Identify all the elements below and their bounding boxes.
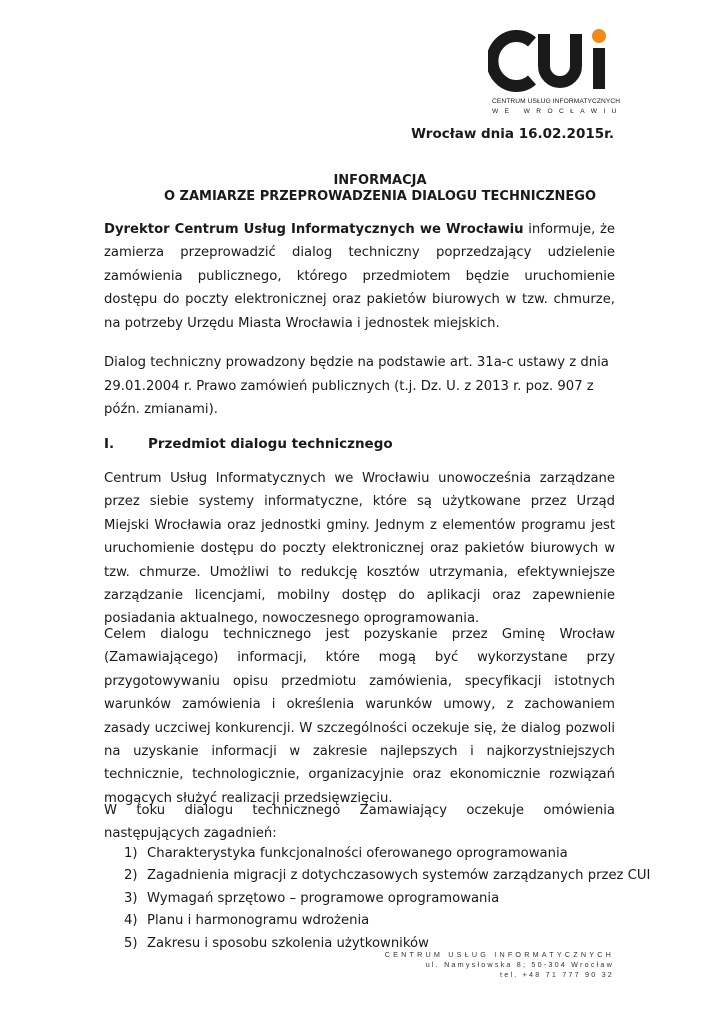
document-date: Wrocław dnia 16.02.2015r. [411,126,614,142]
cui-logo-mark [488,26,614,96]
section-heading [104,436,393,452]
section-paragraph-2: Celem dialogu technicznego jest pozyskanie przez Gminę Wrocław (Zamawiającego) informacji, które mogą być wykorzystane przy przygotowywaniu opisu przedmiotu zamówienia, specyfikacji istotnych warunków zamówienia i określenia warunków umowy, z zachowaniem zasady uczciwej konkurencji. W szczególności oczekuje się, że dialog pozwoli na uzyskanie informacji w zakresie najlepszych i najkorzystniejszych technicznie, technologicznie, organizacyjnie oraz ekonomicznie rozwiązań mogących służyć realizacji przedsięwzięciu. [104,627,615,806]
section-number: I. [104,436,115,452]
list-item-number: 3) [124,890,138,906]
intro-paragraph [104,218,615,335]
footer-phone: tel. +48 71 777 90 32 [500,969,614,979]
list-item-text: Charakterystyka funkcjonalności oferowanego oprogramowania [147,846,568,861]
footer-org: CENTRUM USŁUG INFORMATYCZNYCH [384,950,614,959]
intro-text: informuje, że zamierza przeprowadzić dialog techniczny poprzedzający udzielenie zamówienia publicznego, którego przedmiotem będzie uruchomienie dostępu do poczty elektronicznej oraz pakietów biurowych w tzw. chmurze, na potrzeby Urzędu Miasta Wrocławia i jednostek miejskich. [104,222,615,331]
section-paragraph-3: W toku dialogu technicznego Zamawiający oczekuje omówienia następujących zagadnień: [104,803,615,842]
footer-street: ul. Namysłowska 8; 50-304 Wrocław [425,959,614,969]
list-item-number: 1) [124,846,138,861]
list-item [124,888,650,910]
intro-bold: Dyrektor Centrum Usług Informatycznych we Wrocławiu [104,222,524,237]
list-item [124,843,650,865]
footer-address [385,950,614,979]
section-paragraph-1: Centrum Usług Informatycznych we Wrocławiu unowocześnia zarządzane przez siebie systemy informatyczne, które są użytkowane przez Urząd Miejski Wrocławia oraz jednostki gminy. Jednym z elementów programu jest uruchomienie dostępu do poczty elektronicznej oraz pakietów biurowych w tzw. chmurze. Umożliwi to redukcję kosztów utrzymania, efektywniejsze zarządzanie licencjami, mobilny dostęp do aplikacji oraz zapewnienie posiadania aktualnego, nowoczesnego oprogramowania. [104,471,615,627]
list-item-number: 5) [124,935,138,951]
list-item-number: 2) [124,868,138,884]
list-item-number: 4) [124,913,138,929]
list-item-text: Zagadnienia migracji z dotychczasowych systemów zarządzanych przez CUI [147,868,651,884]
section-title: Przedmiot dialogu technicznego [148,436,393,452]
cui-logo [488,26,623,122]
list-item [124,865,650,887]
topics-list [124,843,650,955]
list-item-text: Zakresu i sposobu szkolenia użytkowników [147,935,429,951]
logo-line1: CENTRUM USŁUG INFORMATYCZNYCH [492,98,621,105]
list-item [124,910,650,932]
document-title: INFORMACJA [333,173,427,188]
legal-basis-paragraph: Dialog techniczny prowadzony będzie na podstawie art. 31a-c ustawy z dnia 29.01.2004 r. Prawo zamówień publicznych (t.j. Dz. U. z 2013 r. poz. 907 z późn. zmianami). [104,355,609,418]
list-item-text: Planu i harmonogramu wdrożenia [147,913,370,929]
logo-line2: WE WROCŁAWIU [492,108,623,115]
list-item-text: Wymagań sprzętowo – programowe oprogramowania [147,890,500,906]
document-subtitle: O ZAMIARZE PRZEPROWADZENIA DIALOGU TECHNICZNEGO [163,189,597,204]
